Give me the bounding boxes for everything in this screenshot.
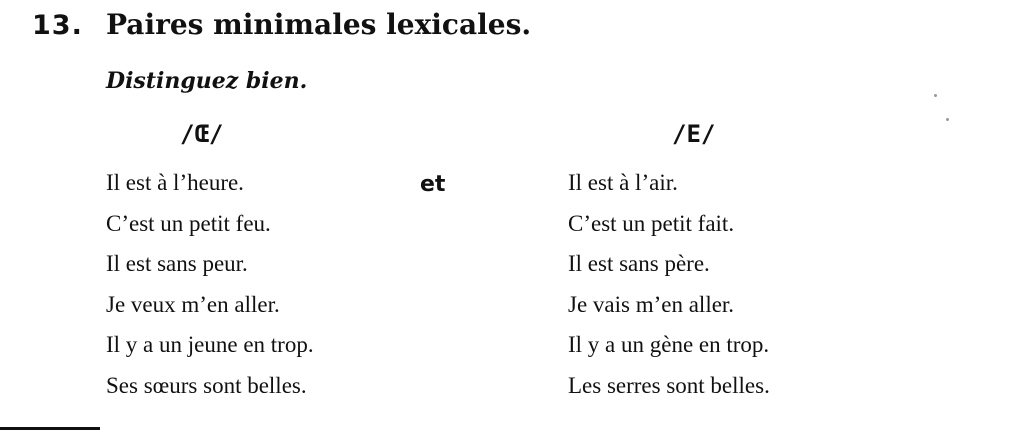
left-sentence: C’est un petit feu. [106, 210, 271, 236]
exercise-title: Paires minimales lexicales. [106, 8, 532, 41]
left-sentence: Je veux m’en aller. [106, 291, 280, 317]
right-sentence: Je vais m’en aller. [568, 291, 735, 317]
right-sentence: Les serres sont belles. [568, 372, 770, 398]
left-column-heading: /Œ/ [180, 120, 224, 148]
right-sentence: Il y a un gène en trop. [568, 332, 770, 357]
left-sentence: Il est à l’heure. [106, 170, 244, 195]
scan-speck [946, 118, 949, 121]
right-sentence: Il est à l’air. [568, 170, 678, 195]
left-sentence: Ses sœurs sont belles. [106, 372, 307, 398]
right-sentence-list [568, 170, 770, 413]
exercise-instruction: Distinguez bien. [106, 68, 308, 94]
exercise-number: 13. [32, 10, 83, 41]
footnote-rule [0, 427, 100, 430]
right-sentence: Il est sans père. [568, 251, 710, 276]
scan-speck [934, 94, 937, 97]
left-sentence-list [106, 170, 314, 413]
connector-word: et [420, 172, 446, 197]
left-sentence: Il y a un jeune en trop. [106, 332, 314, 357]
right-column-heading: /E/ [672, 120, 716, 148]
left-sentence: Il est sans peur. [106, 251, 248, 276]
right-sentence: C’est un petit fait. [568, 210, 735, 236]
